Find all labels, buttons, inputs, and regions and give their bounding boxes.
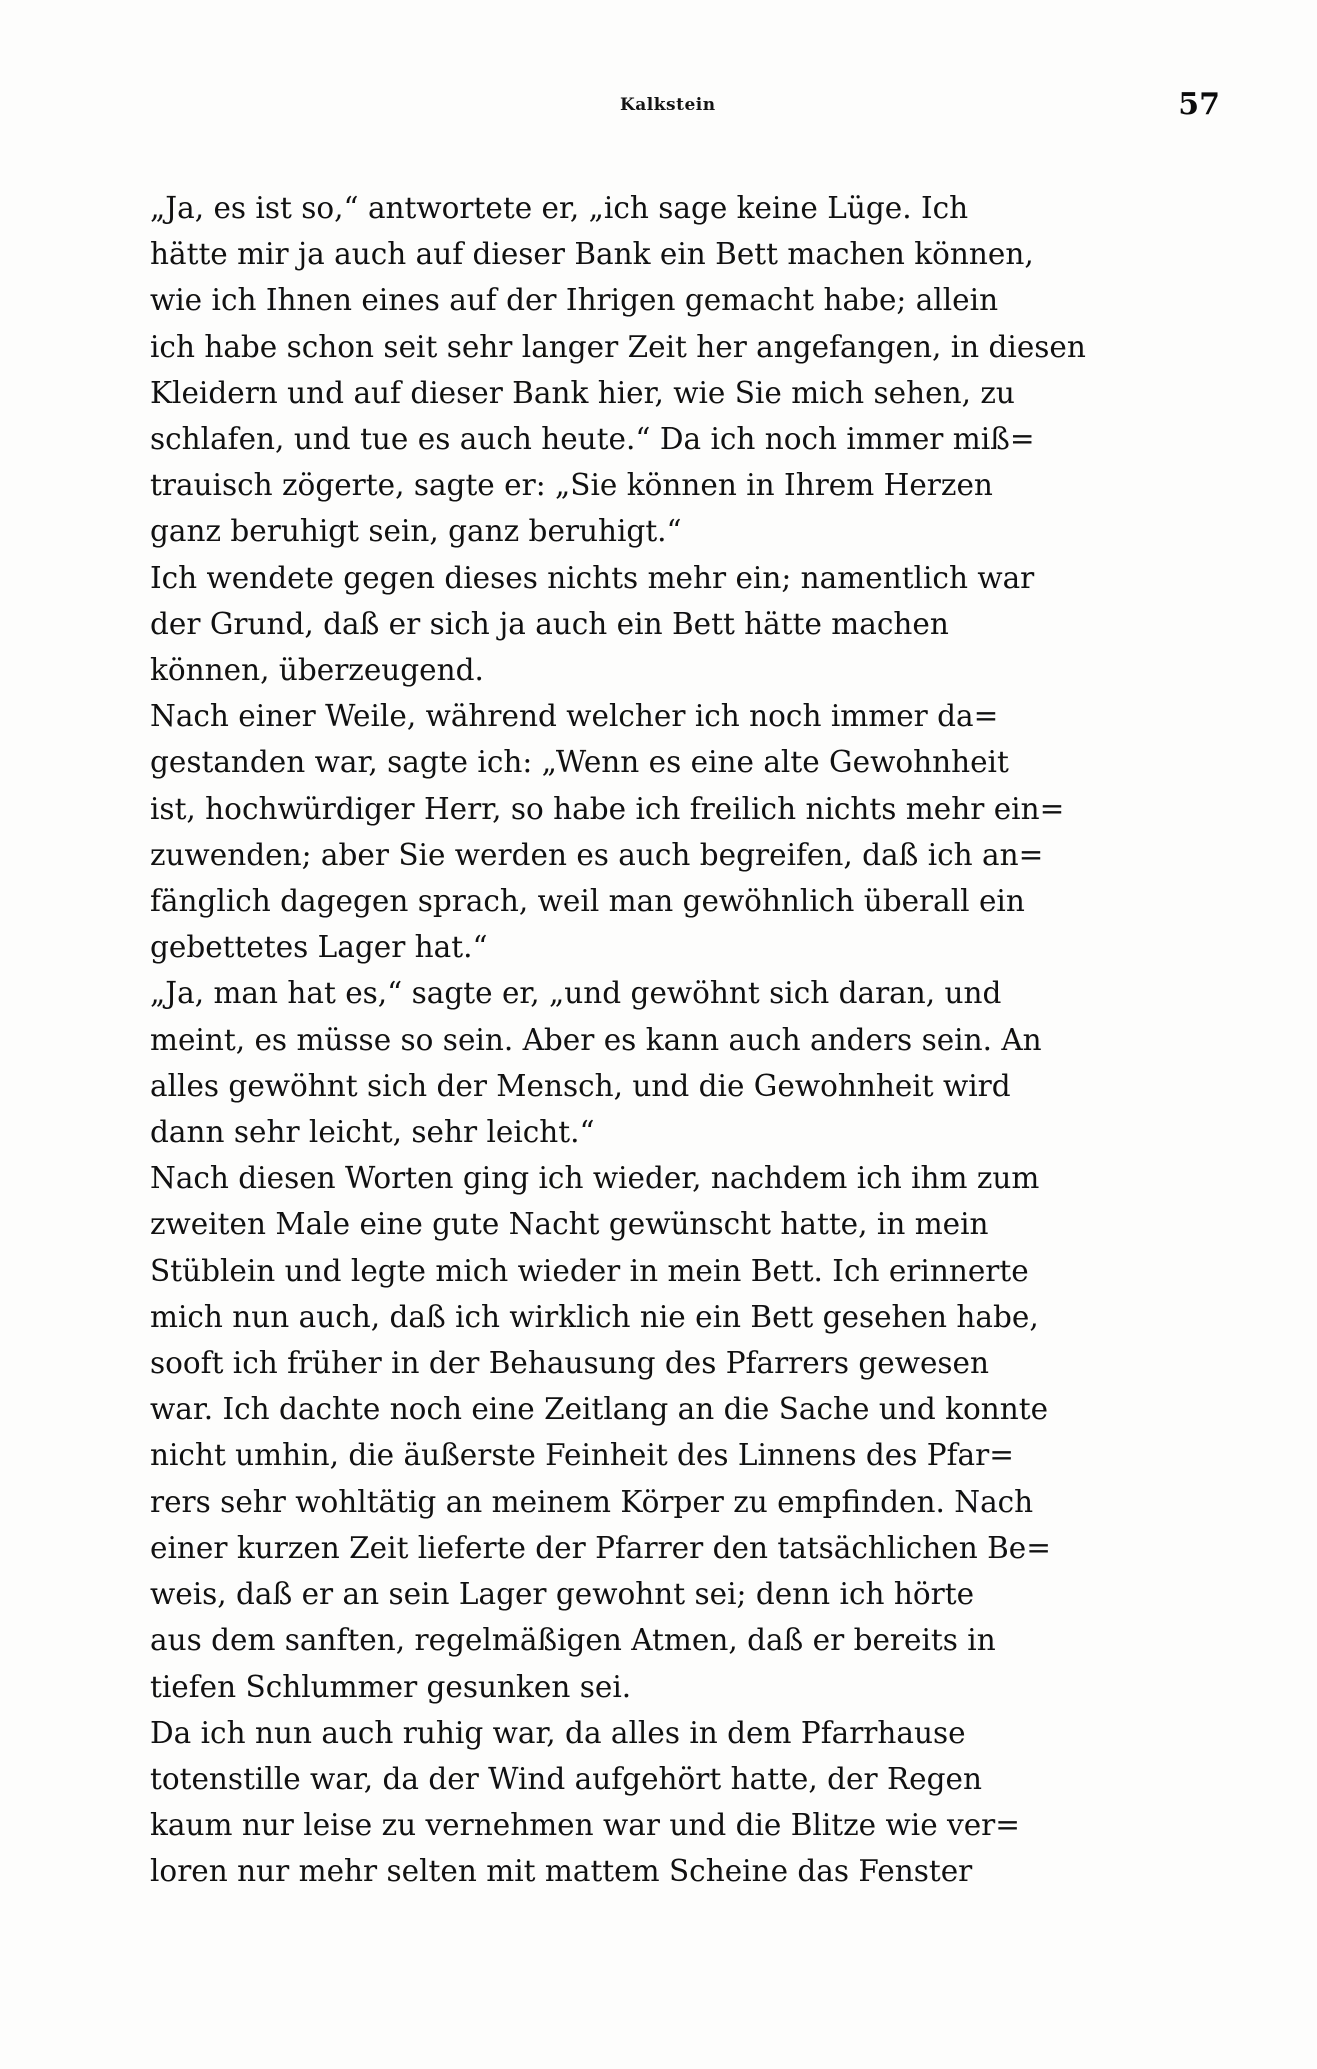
- text-line: meint, es müsse so sein. Aber es kann auch anders sein. An: [150, 1022, 1042, 1057]
- text-line: fänglich dagegen sprach, weil man gewöhnlich überall ein: [150, 884, 1025, 919]
- text-line: schlafen, und tue es auch heute.“ Da ich noch immer miß=: [150, 422, 1035, 457]
- paragraph: [150, 970, 1220, 1155]
- text-line: „Ja, es ist so,“ antwortete er, „ich sage keine Lüge. Ich: [150, 191, 969, 225]
- text-line: totenstille war, da der Wind aufgehört hatte, der Regen: [150, 1761, 982, 1796]
- text-line: weis, daß er an sein Lager gewohnt sei; denn ich hörte: [150, 1577, 975, 1612]
- text-line: loren nur mehr selten mit mattem Scheine das Fenster: [150, 1854, 973, 1889]
- text-line: gestanden war, sagte ich: „Wenn es eine alte Gewohnheit: [150, 745, 1009, 780]
- text-line: Kleidern und auf dieser Bank hier, wie Sie mich sehen, zu: [150, 375, 1015, 410]
- paragraph: [150, 1155, 1220, 1709]
- text-line: einer kurzen Zeit lieferte der Pfarrer den tatsächlichen Be=: [150, 1530, 1051, 1565]
- text-line: zuwenden; aber Sie werden es auch begreifen, daß ich an=: [150, 837, 1044, 872]
- page-number: 57: [1178, 87, 1220, 122]
- text-line: kaum nur leise zu vernehmen war und die Blitze wie ver=: [150, 1808, 1020, 1843]
- text-line: aus dem sanften, regelmäßigen Atmen, daß er bereits in: [150, 1623, 996, 1658]
- text-line: nicht umhin, die äußerste Feinheit des Linnens des Pfar=: [150, 1438, 1014, 1473]
- text-line: Ich wendete gegen dieses nichts mehr ein; namentlich war: [150, 560, 1035, 595]
- text-line: ist, hochwürdiger Herr, so habe ich freilich nichts mehr ein=: [150, 791, 1065, 826]
- page-body: [150, 185, 1220, 1895]
- text-line: alles gewöhnt sich der Mensch, und die Gewohnheit wird: [150, 1068, 1011, 1103]
- text-line: ganz beruhigt sein, ganz beruhigt.“: [150, 514, 682, 549]
- text-line: mich nun auch, daß ich wirklich nie ein Bett gesehen habe,: [150, 1299, 1039, 1334]
- text-line: Nach diesen Worten ging ich wieder, nachdem ich ihm zum: [150, 1161, 1040, 1196]
- paragraph: [150, 693, 1220, 970]
- text-line: Da ich nun auch ruhig war, da alles in dem Pfarrhause: [150, 1715, 966, 1750]
- text-line: zweiten Male eine gute Nacht gewünscht hatte, in mein: [150, 1207, 989, 1242]
- text-line: wie ich Ihnen eines auf der Ihrigen gemacht habe; allein: [150, 283, 999, 318]
- text-line: ich habe schon seit sehr langer Zeit her angefangen, in diesen: [150, 329, 1086, 364]
- paragraph: [150, 1710, 1220, 1895]
- text-line: dann sehr leicht, sehr leicht.“: [150, 1115, 595, 1150]
- page-header: [150, 87, 1220, 135]
- text-line: Stüblein und legte mich wieder in mein Bett. Ich erinnerte: [150, 1253, 1029, 1288]
- text-line: Nach einer Weile, während welcher ich noch immer da=: [150, 699, 999, 734]
- paragraph: [150, 185, 1220, 555]
- text-line: rers sehr wohltätig an meinem Körper zu empfinden. Nach: [150, 1484, 1034, 1519]
- text-line: der Grund, daß er sich ja auch ein Bett hätte machen: [150, 606, 949, 641]
- text-line: sooft ich früher in der Behausung des Pfarrers gewesen: [150, 1346, 989, 1381]
- text-line: war. Ich dachte noch eine Zeitlang an die Sache und konnte: [150, 1392, 1049, 1427]
- text-line: hätte mir ja auch auf dieser Bank ein Bett machen können,: [150, 237, 1034, 272]
- text-line: trauisch zögerte, sagte er: „Sie können in Ihrem Herzen: [150, 468, 993, 503]
- text-line: gebettetes Lager hat.“: [150, 930, 488, 965]
- paragraph: [150, 555, 1220, 694]
- text-line: „Ja, man hat es,“ sagte er, „und gewöhnt sich daran, und: [150, 976, 1002, 1011]
- text-line: können, überzeugend.: [150, 653, 484, 688]
- text-line: tiefen Schlummer gesunken sei.: [150, 1669, 632, 1704]
- running-head: Kalkstein: [620, 95, 716, 115]
